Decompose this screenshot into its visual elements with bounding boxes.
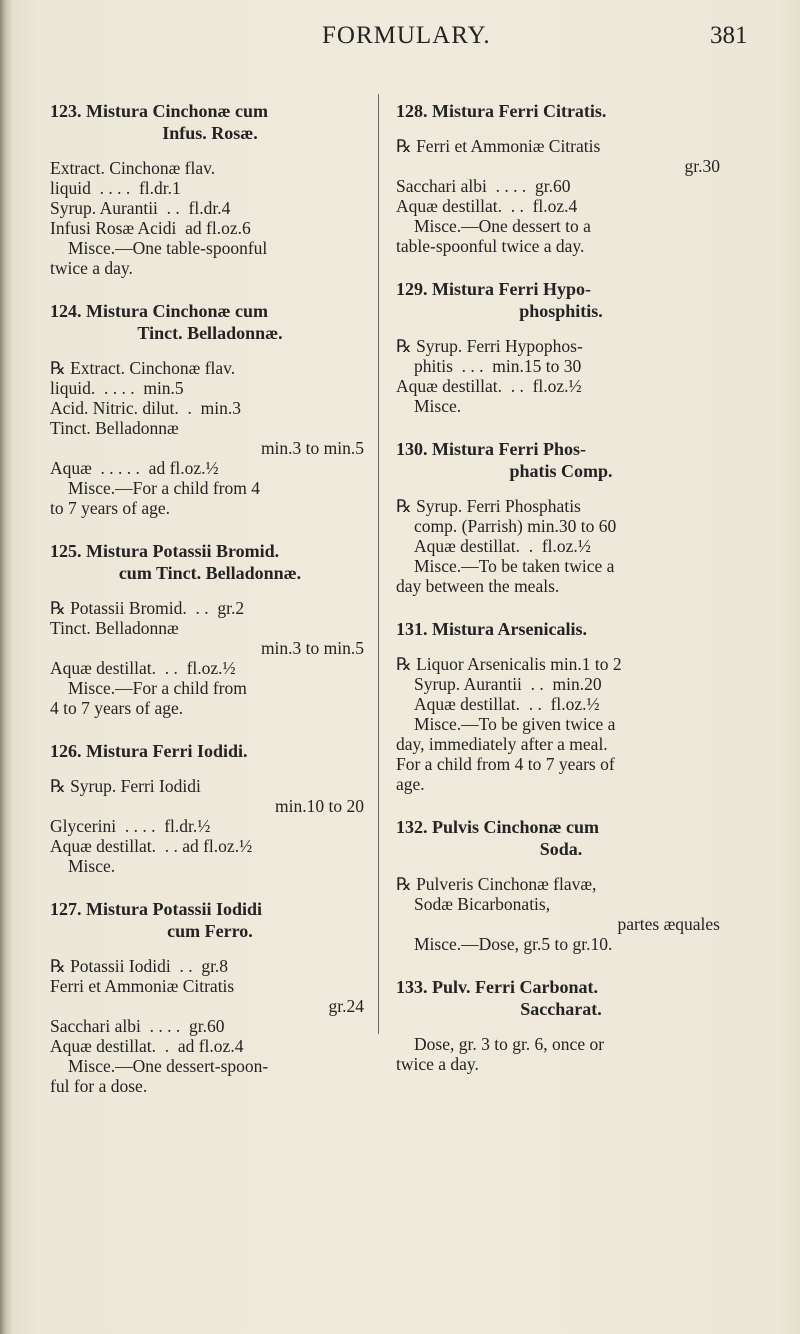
formula-line: Misce.—One table-spoonful	[68, 238, 268, 258]
formula-line: ℞ Extract. Cinchonæ flav.	[50, 358, 236, 378]
formula-title-line: 127. Mistura Potassii Iodidi	[50, 899, 263, 919]
formula-entry	[396, 816, 726, 954]
formula-title-line: 132. Pulvis Cinchonæ cum	[396, 817, 600, 837]
formula-line: Tinct. Belladonnæ	[50, 418, 179, 438]
formula-line: Misce.	[414, 396, 462, 416]
formula-line: Dose, gr. 3 to gr. 6, once or	[414, 1034, 605, 1054]
formula-line: Extract. Cinchonæ flav.	[50, 158, 216, 178]
formula-title-line: 131. Mistura Arsenicalis.	[396, 619, 587, 639]
formula-entry	[50, 100, 370, 278]
formula-line: ℞ Syrup. Ferri Hypophos-	[396, 336, 583, 356]
formula-line: Ferri et Ammoniæ Citratis	[50, 976, 235, 996]
formula-line: to 7 years of age.	[50, 498, 171, 518]
formula-line: Aquæ destillat. . . ad fl.oz.½	[50, 836, 253, 856]
formula-line: Misce.—For a child from 4	[68, 478, 260, 498]
formula-line: min.3 to min.5	[260, 438, 364, 458]
formula-line: min.10 to 20	[275, 796, 364, 816]
formula-line: 4 to 7 years of age.	[50, 698, 184, 718]
formula-title	[50, 540, 370, 584]
formula-line: partes æquales	[617, 914, 720, 934]
formula-entry	[396, 618, 726, 794]
formula-title	[50, 740, 370, 762]
formula-line: gr.24	[328, 996, 364, 1016]
formula-line: ℞ Potassii Iodidi . . gr.8	[50, 956, 229, 976]
formula-line: Aquæ destillat. . . fl.oz.½	[50, 658, 236, 678]
formula-line: table-spoonful twice a day.	[396, 236, 585, 256]
formula-title-line: Infus. Rosæ.	[162, 123, 258, 143]
column-divider	[378, 94, 379, 1034]
formula-line: day, immediately after a meal.	[396, 734, 608, 754]
formula-line: Acid. Nitric. dilut. . min.3	[50, 398, 242, 418]
formula-title-line: 125. Mistura Potassii Bromid.	[50, 541, 280, 561]
formula-line: Misce.	[68, 856, 116, 876]
formula-line: ℞ Pulveris Cinchonæ flavæ,	[396, 874, 597, 894]
formula-line: Tinct. Belladonnæ	[50, 618, 179, 638]
formula-entry	[50, 540, 370, 718]
formula-line: min.3 to min.5	[260, 638, 364, 658]
running-head-title: FORMULARY.	[322, 22, 491, 49]
formula-line: Glycerini . . . . fl.dr.½	[50, 816, 211, 836]
formula-entry	[50, 898, 370, 1096]
formula-entry	[50, 740, 370, 876]
formula-title-line: Saccharat.	[520, 999, 602, 1019]
formula-line: Misce.—One dessert-spoon-	[68, 1056, 269, 1076]
formula-line: Misce.—To be taken twice a	[414, 556, 615, 576]
formula-line: Aquæ destillat. . . fl.oz.½	[396, 376, 582, 396]
formula-line: twice a day.	[396, 1054, 479, 1074]
formula-title-line: 129. Mistura Ferri Hypo-	[396, 279, 591, 299]
formula-title	[396, 976, 726, 1020]
formula-line: ℞ Syrup. Ferri Iodidi	[50, 776, 201, 796]
formula-line: Aquæ destillat. . ad fl.oz.4	[50, 1036, 244, 1056]
formula-line: ℞ Potassii Bromid. . . gr.2	[50, 598, 245, 618]
formula-title	[396, 438, 726, 482]
formula-title-line: 128. Mistura Ferri Citratis.	[396, 101, 607, 121]
formula-line: liquid. . . . . min.5	[50, 378, 184, 398]
formula-title-line: 133. Pulv. Ferri Carbonat.	[396, 977, 598, 997]
formula-title-line: cum Tinct. Belladonnæ.	[118, 563, 302, 583]
formula-line: ℞ Liquor Arsenicalis min.1 to 2	[396, 654, 622, 674]
formula-line: Aquæ destillat. . fl.oz.½	[414, 536, 591, 556]
formula-title	[396, 278, 726, 322]
formula-line: ful for a dose.	[50, 1076, 148, 1096]
formula-title-line: phosphitis.	[519, 301, 603, 321]
formula-title	[50, 300, 370, 344]
formula-line: Aquæ destillat. . . fl.oz.4	[396, 196, 578, 216]
formula-title-line: phatis Comp.	[509, 461, 613, 481]
formula-line: Infusi Rosæ Acidi ad fl.oz.6	[50, 218, 251, 238]
formula-line: Syrup. Aurantii . . min.20	[414, 674, 602, 694]
formula-title-line: 124. Mistura Cinchonæ cum	[50, 301, 269, 321]
left-column	[50, 100, 370, 1118]
right-column	[396, 100, 726, 1096]
formula-line: Misce.—One dessert to a	[414, 216, 591, 236]
formula-title-line: 126. Mistura Ferri Iodidi.	[50, 741, 248, 761]
page-number: 381	[710, 22, 748, 49]
formula-line: age.	[396, 774, 425, 794]
page-spine-shadow	[0, 0, 12, 1334]
formula-title	[396, 100, 726, 122]
formula-line: Sacchari albi . . . . gr.60	[396, 176, 571, 196]
formula-entry	[396, 438, 726, 596]
formula-line: Syrup. Aurantii . . fl.dr.4	[50, 198, 231, 218]
formula-line: Misce.—Dose, gr.5 to gr.10.	[414, 934, 613, 954]
formula-line: Aquæ . . . . . ad fl.oz.½	[50, 458, 219, 478]
formula-title-line: Soda.	[539, 839, 583, 859]
formula-line: gr.30	[684, 156, 720, 176]
formula-line: twice a day.	[50, 258, 133, 278]
formula-title-line: 123. Mistura Cinchonæ cum	[50, 101, 269, 121]
formula-line: For a child from 4 to 7 years of	[396, 754, 615, 774]
formula-line: liquid . . . . fl.dr.1	[50, 178, 181, 198]
formula-entry	[50, 300, 370, 518]
formula-entry	[396, 100, 726, 256]
formula-title-line: Tinct. Belladonnæ.	[137, 323, 283, 343]
formula-line: Misce.—For a child from	[68, 678, 247, 698]
formula-line: ℞ Syrup. Ferri Phosphatis	[396, 496, 581, 516]
formula-line: day between the meals.	[396, 576, 560, 596]
formula-title-line: cum Ferro.	[167, 921, 253, 941]
running-head	[0, 14, 800, 54]
formula-line: phitis . . . min.15 to 30	[414, 356, 582, 376]
formula-line: ℞ Ferri et Ammoniæ Citratis	[396, 136, 601, 156]
formula-line: Sacchari albi . . . . gr.60	[50, 1016, 225, 1036]
formula-title	[50, 898, 370, 942]
formula-line: Aquæ destillat. . . fl.oz.½	[414, 694, 600, 714]
formula-title	[396, 816, 726, 860]
formula-title	[396, 618, 726, 640]
formula-line: Sodæ Bicarbonatis,	[414, 894, 551, 914]
formula-line: comp. (Parrish) min.30 to 60	[414, 516, 617, 536]
formula-title-line: 130. Mistura Ferri Phos-	[396, 439, 586, 459]
formula-line: Misce.—To be given twice a	[414, 714, 616, 734]
formula-entry	[396, 976, 726, 1074]
formula-entry	[396, 278, 726, 416]
formula-title	[50, 100, 370, 144]
